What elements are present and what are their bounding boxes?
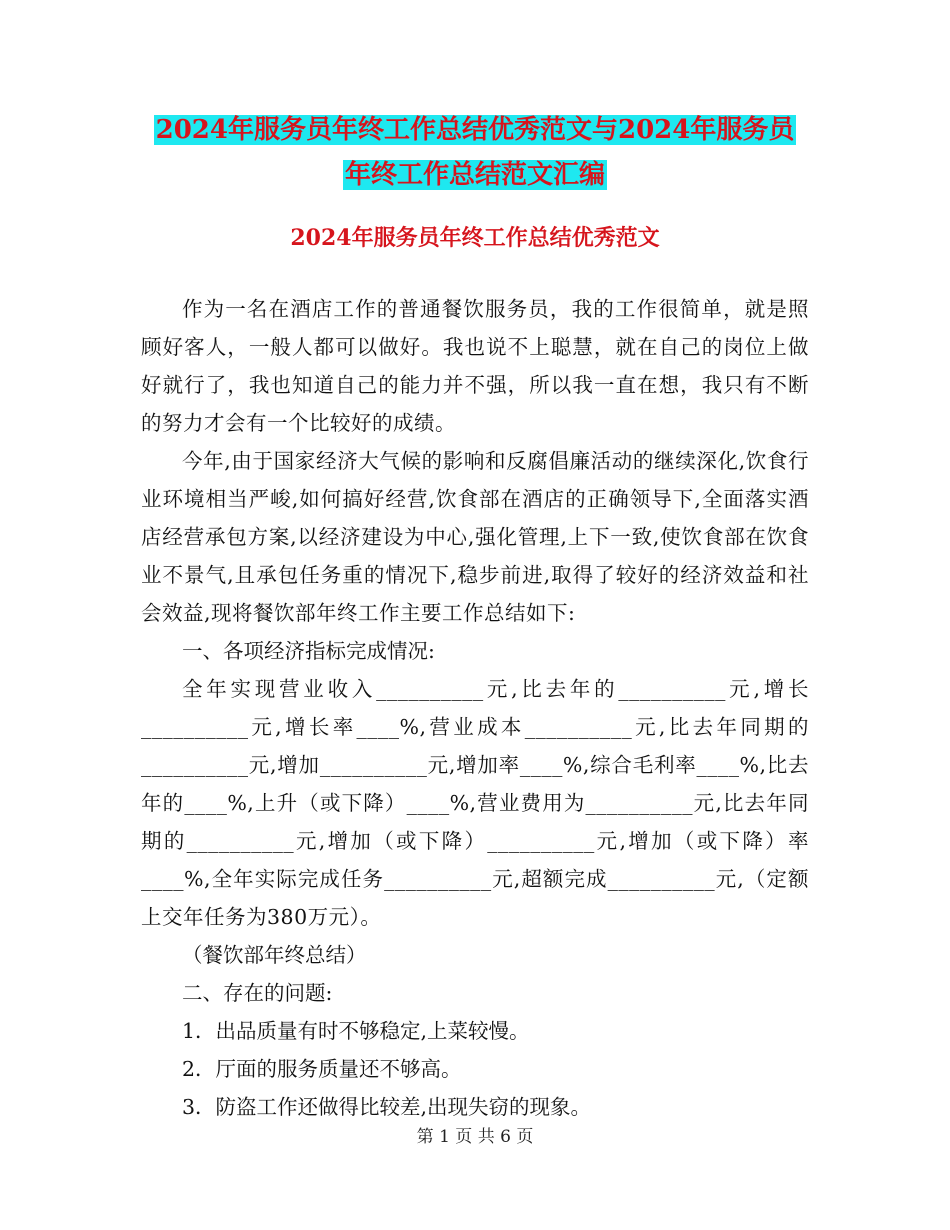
paragraph-situation: 今年,由于国家经济大气候的影响和反腐倡廉活动的继续深化,饮食行业环境相当严峻,如何搞好经营,饮食部在酒店的正确领导下,全面落实酒店经营承包方案,以经济建设为中心,强化管理,上下一致,使饮食部在饮食业不景气,且承包任务重的情况下,稳步前进,取得了较好的经济效益和社会效益,现将餐饮部年终工作主要工作总结如下: (141, 449, 809, 625)
paragraph-indicators: 全年实现营业收入__________元,比去年的__________元,增长__________元,增长率____%,营业成本__________元,比去年同期的__________元,增加__________元,增加率____%,综合毛利率____%,比去年的____%,上升（或下降）____%,营业费用为__________元,比去年同期的__________元,增加（或下降）__________元,增加（或下降）率____%,全年实际完成任务__________元,超额完成__________元,（定额上交年任务为380万元）。 (141, 677, 809, 929)
document-title-line-2 (0, 155, 950, 195)
document-body (141, 290, 809, 1126)
document-title-line-1 (0, 110, 950, 150)
list-item: 3．防盗工作还做得比较差,出现失窃的现象。 (182, 1095, 592, 1119)
list-item: 1．出品质量有时不够稳定,上菜较慢。 (182, 1019, 530, 1043)
title-highlight-2: 年终工作总结范文汇编 (344, 160, 605, 190)
section-title: 2024年服务员年终工作总结优秀范文 (290, 225, 660, 251)
heading-economic-indicators: 一、各项经济指标完成情况: (182, 639, 435, 663)
paragraph-intro: 作为一名在酒店工作的普通餐饮服务员，我的工作很简单，就是照顾好客人，一般人都可以做好。我也说不上聪慧，就在自己的岗位上做好就行了，我也知道自己的能力并不强，所以我一直在想，我只有不断的努力才会有一个比较好的成绩。 (141, 297, 809, 435)
heading-problems: 二、存在的问题: (182, 981, 333, 1005)
list-item: 2．厅面的服务质量还不够高。 (182, 1057, 462, 1081)
page-number-footer: 第 1 页 共 6 页 (416, 1127, 534, 1147)
note-text: （餐饮部年终总结） (182, 943, 367, 967)
title-highlight-1: 2024年服务员年终工作总结优秀范文与2024年服务员 (155, 115, 795, 145)
